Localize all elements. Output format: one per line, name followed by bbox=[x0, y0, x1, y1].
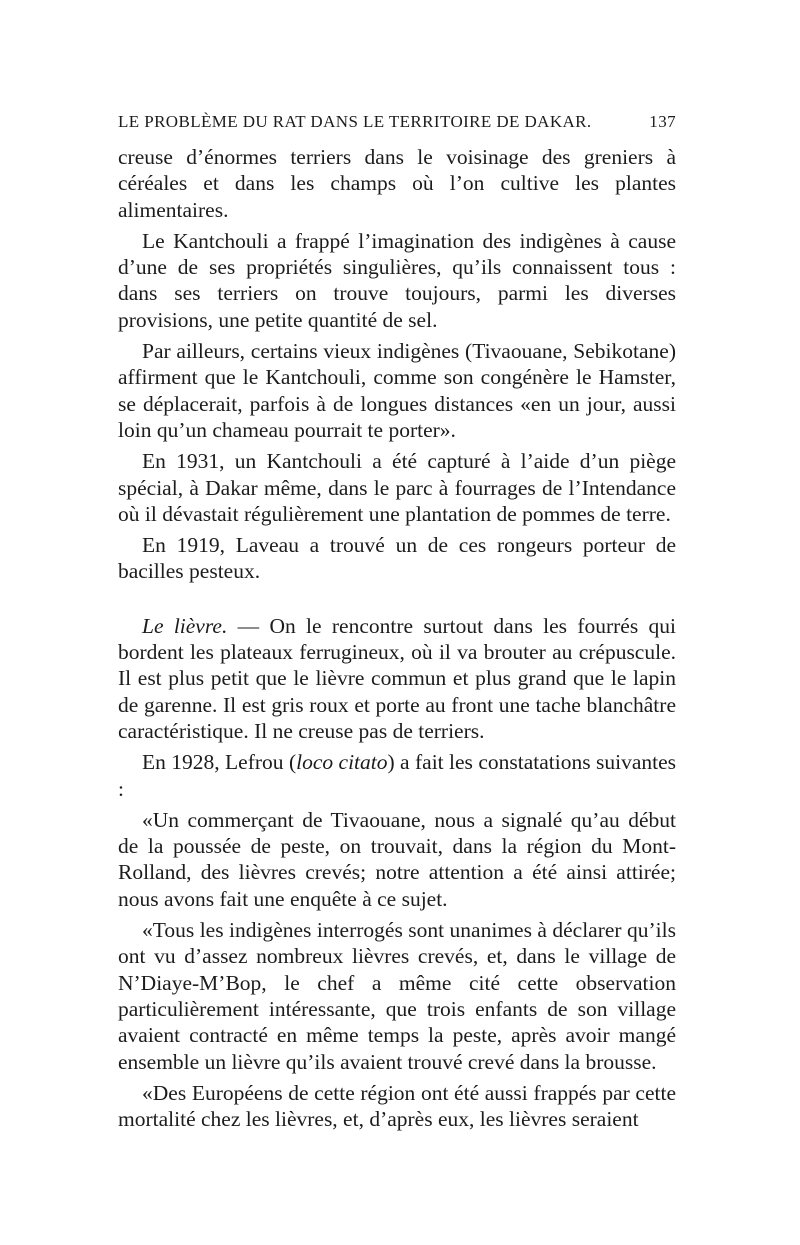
paragraph-4: En 1931, un Kantchouli a été capturé à l’aide d’un piège spécial, à Dakar même, dans le parc à fourrages de l’Intendance où il dévastait régulièrement une plantation de pommes de terre. bbox=[118, 449, 676, 526]
paragraph-2: Le Kantchouli a frappé l’imagination des indigènes à cause d’une de ses propriétés singulières, qu’ils connaissent tous : dans ses terriers on trouve toujours, parmi les diverses provisions, une petite quantité de sel. bbox=[118, 228, 676, 332]
section-gap bbox=[118, 585, 676, 613]
section-title-hare: Le lièvre. bbox=[142, 613, 228, 638]
running-title: LE PROBLÈME DU RAT DANS LE TERRITOIRE DE DAKAR. bbox=[118, 112, 592, 131]
page-number: 137 bbox=[649, 112, 676, 131]
paragraph-1: creuse d’énormes terriers dans le voisinage des greniers à céréales et dans les champs où l’on cultive les plantes alimentaires. bbox=[118, 145, 676, 222]
quote-paragraph-1: «Un commerçant de Tivaouane, nous a signalé qu’au début de la poussée de peste, on trouvait, dans la région du Mont-Rolland, des lièvres crevés; notre attention a été ainsi attirée; nous avons fait une enquête à ce sujet. bbox=[118, 807, 676, 911]
paragraph-3: Par ailleurs, certains vieux indigènes (Tivaouane, Sebikotane) affirment que le Kantchouli, comme son congénère le Hamster, se déplacerait, parfois à de longues distances «en un jour, aussi loin qu’un chameau pourrait te porter». bbox=[118, 339, 676, 442]
quote-paragraph-2: «Tous les indigènes interrogés sont unanimes à déclarer qu’ils ont vu d’assez nombreux lièvres crevés, et, dans le village de N’Diaye-M’Bop, le chef a même cité cette observation particulièrement intéressante, que trois enfants de son village avaient contracté en même temps la peste, après avoir mangé ensemble un lièvre qu’ils avaient trouvé crevé dans la brousse. bbox=[118, 918, 676, 1074]
paragraph-hare-text: — On le rencontre surtout dans les fourrés qui bordent les plateaux ferrugineux, où il va brouter au crépuscule. Il est plus petit que le lièvre commun et plus grand que le lapin de garenne. Il est gris roux et porte au front une tache blanchâtre caractéristique. Il ne creuse pas de terriers. bbox=[118, 613, 676, 743]
citation-loco-citato: loco citato bbox=[296, 750, 388, 775]
paragraph-5: En 1919, Laveau a trouvé un de ces rongeurs porteur de bacilles pesteux. bbox=[118, 533, 676, 584]
running-head bbox=[118, 112, 676, 132]
paragraph-7-after: ) a fait les constatations suivantes : bbox=[118, 750, 676, 801]
paragraph-7-before: En 1928, Lefrou ( bbox=[142, 750, 297, 775]
book-page bbox=[118, 112, 676, 1132]
paragraph-7 bbox=[118, 749, 676, 802]
paragraph-hare bbox=[118, 613, 676, 744]
quote-paragraph-3: «Des Européens de cette région ont été aussi frappés par cette mortalité chez les lièvres, et, d’après eux, les lièvres seraient bbox=[118, 1080, 676, 1132]
